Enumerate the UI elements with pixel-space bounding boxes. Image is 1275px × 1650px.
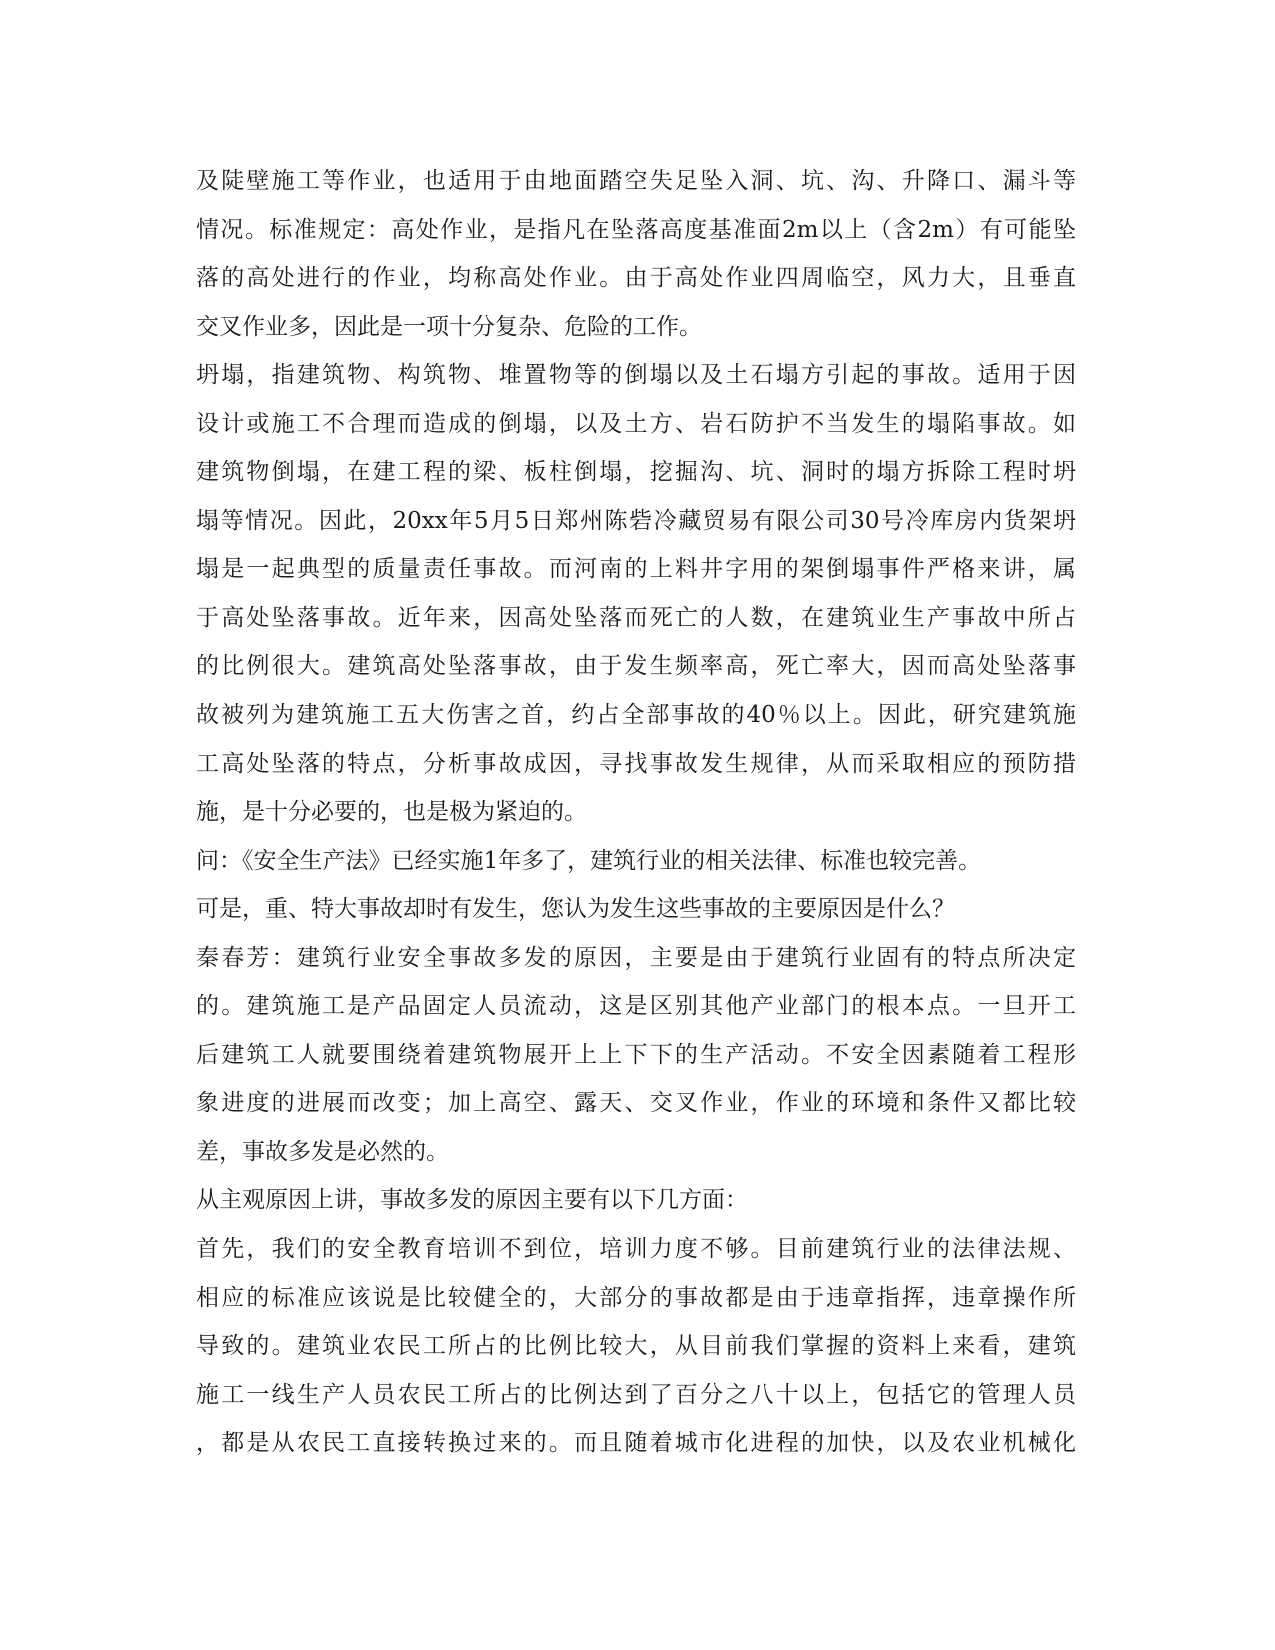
text-line: 设计或施工不合理而造成的倒塌，以及土方、岩石防护不当发生的塌陷事故。如 (196, 410, 1076, 437)
text-line: 象进度的进展而改变；加上高空、露天、交叉作业，作业的环境和条件又都比较 (196, 1090, 1076, 1117)
text-line: 于高处坠落事故。近年来，因高处坠落而死亡的人数，在建筑业生产事故中所占 (196, 604, 1076, 631)
text-line: 工高处坠落的特点，分析事故成因，寻找事故发生规律，从而采取相应的预防措 (196, 750, 1076, 777)
text-line: 秦春芳：建筑行业安全事故多发的原因，主要是由于建筑行业固有的特点所决定 (196, 944, 1076, 971)
body-text (196, 157, 1076, 1468)
text-line: 落的高处进行的作业，均称高处作业。由于高处作业四周临空，风力大，且垂直 (196, 265, 1076, 292)
text-line: 后建筑工人就要围绕着建筑物展开上上下下的生产活动。不安全因素随着工程形 (196, 1041, 1076, 1068)
text-line: 建筑物倒塌，在建工程的梁、板柱倒塌，挖掘沟、坑、洞时的塌方拆除工程时坍 (196, 459, 1076, 486)
text-line: 首先，我们的安全教育培训不到位，培训力度不够。目前建筑行业的法律法规、 (196, 1236, 1076, 1263)
text-line: 塌是一起典型的质量责任事故。而河南的上料井字用的架倒塌事件严格来讲，属 (196, 556, 1076, 583)
text-line: 差，事故多发是必然的。 (196, 1138, 449, 1165)
text-line: 及陡壁施工等作业，也适用于由地面踏空失足坠入洞、坑、沟、升降口、漏斗等 (196, 168, 1076, 194)
text-line: 的。建筑施工是产品固定人员流动，这是区别其他产业部门的根本点。一旦开工 (196, 993, 1076, 1020)
text-line: ，都是从农民工直接转换过来的。而且随着城市化进程的加快，以及农业机械化 (196, 1430, 1076, 1457)
text-line: 从主观原因上讲，事故多发的原因主要有以下几方面： (196, 1187, 748, 1214)
text-line: 情况。标准规定：高处作业，是指凡在坠落高度基准面2m以上（含2m）有可能坠 (196, 216, 1076, 243)
text-line: 交叉作业多，因此是一项十分复杂、危险的工作。 (196, 313, 702, 340)
text-line: 施工一线生产人员农民工所占的比例达到了百分之八十以上，包括它的管理人员 (196, 1381, 1076, 1408)
text-line: 故被列为建筑施工五大伤害之首，约占全部事故的40％以上。因此，研究建筑施 (196, 702, 1076, 729)
text-line: 问：《安全生产法》已经实施1年多了，建筑行业的相关法律、标准也较完善。 (196, 847, 982, 874)
text-line: 的比例很大。建筑高处坠落事故，由于发生频率高，死亡率大，因而高处坠落事 (196, 653, 1076, 680)
text-line: 施，是十分必要的，也是极为紧迫的。 (196, 799, 587, 826)
text-line: 可是，重、特大事故却时有发生，您认为发生这些事故的主要原因是什么？ (196, 896, 955, 923)
text-line: 相应的标准应该说是比较健全的，大部分的事故都是由于违章指挥，违章操作所 (196, 1284, 1076, 1311)
text-line: 塌等情况。因此，20xx年5月5日郑州陈砦冷藏贸易有限公司30号冷库房内货架坍 (196, 507, 1076, 534)
text-line: 坍塌，指建筑物、构筑物、堆置物等的倒塌以及土石塌方引起的事故。适用于因 (196, 362, 1076, 389)
text-line: 导致的。建筑业农民工所占的比例比较大，从目前我们掌握的资料上来看，建筑 (196, 1333, 1076, 1360)
